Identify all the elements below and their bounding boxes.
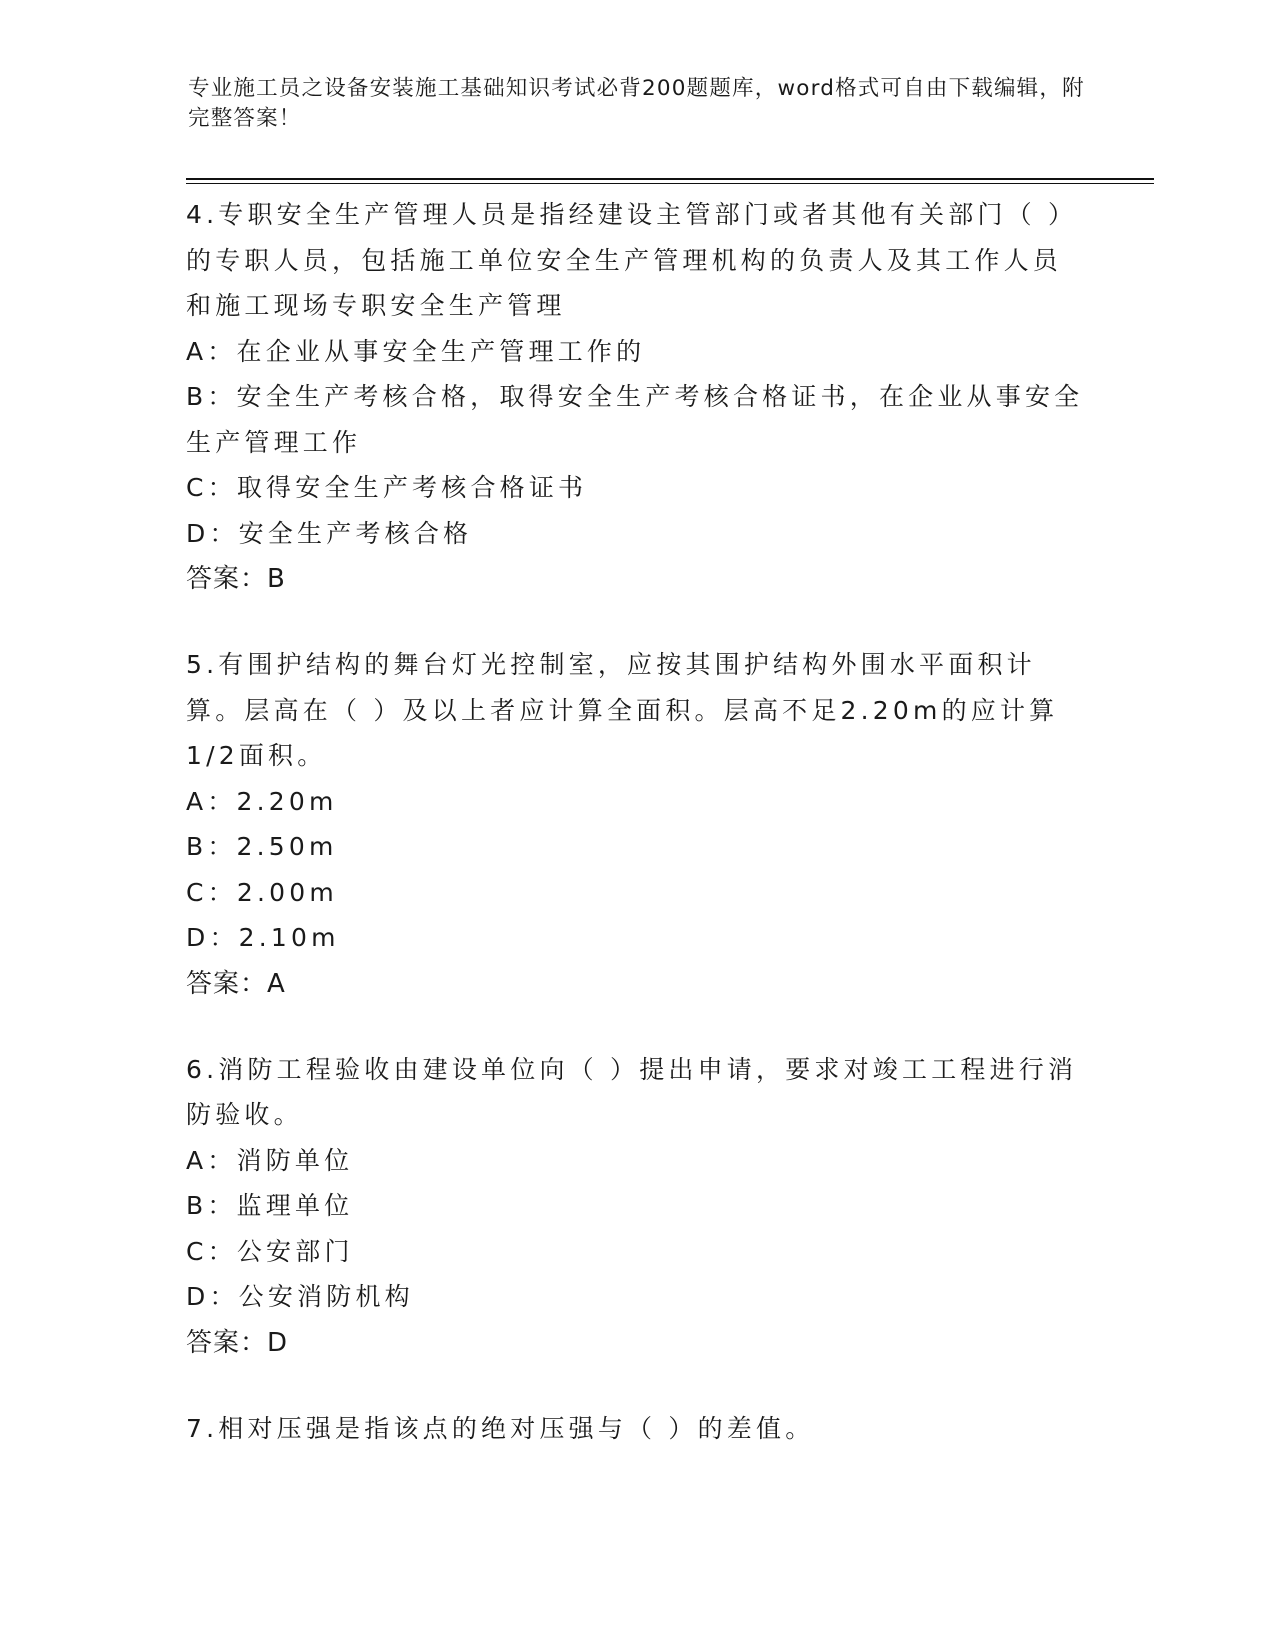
option-a: A：2.20m	[186, 786, 338, 816]
option-d: D：安全生产考核合格	[186, 518, 473, 548]
question-list	[186, 192, 1086, 1491]
answer: 答案：B	[186, 564, 286, 594]
question-stem: 6.消防工程验收由建设单位向（ ）提出申请，要求对竣工工程进行消防验收。	[186, 1054, 1078, 1129]
document-header	[188, 74, 1088, 134]
option-b: B：监理单位	[186, 1191, 354, 1220]
option-a: A：消防单位	[186, 1145, 354, 1175]
question-stem: 5.有围护结构的舞台灯光控制室，应按其围护结构外围水平面积计算。层高在（ ）及以上者应计算全面积。层高不足2.20m的应计算1/2面积。	[186, 650, 1059, 770]
answer: 答案：A	[186, 968, 286, 999]
header-divider	[186, 178, 1154, 184]
document-title: 专业施工员之设备安装施工基础知识考试必背200题题库，word格式可自由下载编辑，附完整答案！	[188, 76, 1085, 131]
option-a: A：在企业从事安全生产管理工作的	[186, 336, 646, 366]
option-b: B：2.50m	[186, 832, 338, 861]
answer: 答案：D	[186, 1327, 289, 1358]
option-b: B：安全生产考核合格，取得安全生产考核合格证书，在企业从事安全生产管理工作	[186, 382, 1084, 457]
question-5	[186, 642, 1086, 1007]
option-c: C：2.00m	[186, 877, 338, 907]
question-stem: 7.相对压强是指该点的绝对压强与（ ）的差值。	[186, 1413, 815, 1443]
option-c: C：取得安全生产考核合格证书	[186, 473, 588, 502]
question-stem: 4.专职安全生产管理人员是指经建设主管部门或者其他有关部门（ ）的专职人员，包括施工单位安全生产管理机构的负责人及其工作人员和施工现场专职安全生产管理	[186, 200, 1078, 320]
option-c: C：公安部门	[186, 1236, 354, 1266]
question-6	[186, 1047, 1086, 1366]
question-7	[186, 1406, 1086, 1452]
option-d: D：公安消防机构	[186, 1282, 414, 1311]
question-4	[186, 192, 1086, 602]
option-d: D：2.10m	[186, 923, 340, 952]
